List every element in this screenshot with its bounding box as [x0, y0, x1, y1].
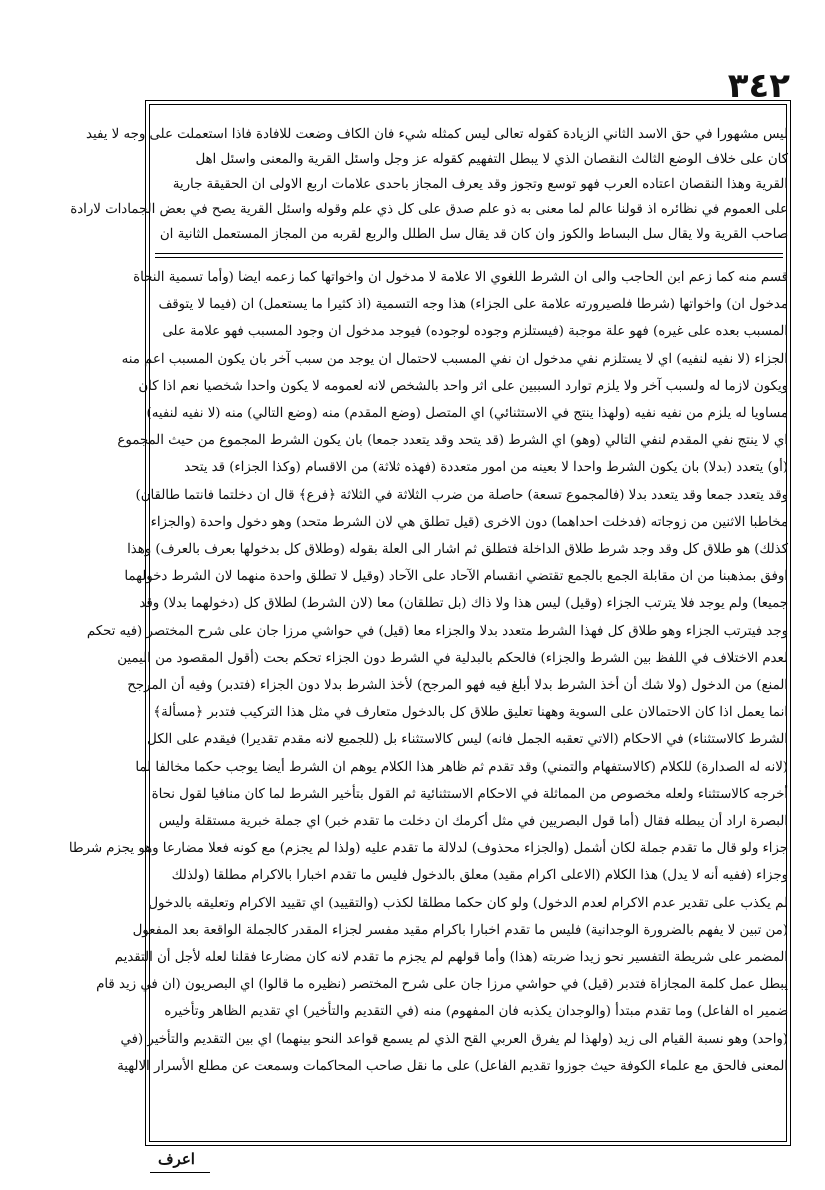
main-text-line: مخاطبا الاثنين من زوجاته (فدخلت احداهما) دون الاخرى (قيل تطلق هي لان الشرط متحد) وهو دخول واحدة (والجزاء — [150, 514, 788, 530]
top-text-line: ليس مشهورا في حق الاسد الثاني الزيادة كقوله تعالى ليس كمثله شيء فان الكاف وضعت للافادة فاذا استعملت على وجه لا يفيد — [86, 127, 788, 142]
top-text-section — [70, 122, 788, 248]
main-text-line: اوفق بمذهبنا من ان مقابلة الجمع بالجمع تقتضي انقسام الآحاد على الآحاد (وقيل لا تطلق واحدة منهما لان الشرط دخولهما — [124, 569, 788, 585]
main-text-line: البصرة اراد أن يبطله فقال (أما قول البصريين في مثل أكرمك ان دخلت ما تقدم خبر) اي جملة خبرية مستقلة وليس — [158, 814, 788, 830]
main-text-line: المعنى فالحق مع علماء الكوفة حيث جوزوا تقديم الفاعل) على ما نقل صاحب المحاكمات وسمعت عن مطلع الأسرار الالهية — [117, 1058, 788, 1074]
top-text-line: كان على خلاف الوضع الثالث النقصان الذي لا يبطل التفهيم كقوله عز وجل واسئل القرية والمعنى واسئل اهل — [195, 152, 788, 167]
main-text-line: يبطل عمل كلمة المجازاة فتدبر (قيل) في حواشي مرزا جان على شرح المختصر (نظيره ما قالوا) اي البصريون (ان في زيد قام — [96, 977, 788, 993]
main-text-line: ويكون لازما له ولسبب آخر ولا يلزم توارد السببين على اثر واحد بالشخص لانه لعمومه لا يكون واحدا شخصيا نعم اذا كان — [138, 378, 788, 394]
main-text-section — [68, 264, 788, 1134]
section-divider — [155, 253, 783, 254]
main-text-line: كذلك) هو طلاق كل وقد وجد شرط طلاق الداخلة فتطلق ثم اشار الى العلة بقوله (وطلاق كل بدخولها بعرف بالعرف) وهذا — [127, 542, 788, 558]
page-number: ٣٤٢ — [727, 66, 790, 106]
main-text-line: المضمر على شريطة التفسير نحو زيدا ضربته (هذا) وأما قولهم لم يجزم ما تقدم لانه كان مضارعا فقلنا لعله لأجل أن التقديم — [114, 950, 788, 966]
main-text-line: جزاء ولو قال ما تقدم جملة لكان أشمل (والجزاء محذوف) لدلالة ما تقدم عليه (ولذا لم يجزم) مع كونه فعلا مضارعا وهو يجزم شرطا — [68, 841, 788, 857]
main-text-line: اي لا ينتج نفي المقدم لنفي التالي (وهو) اي الشرط (قد يتحد وقد يتعدد جمعا) بان يكون الشرط المجموع من حيث المجموع — [117, 433, 788, 449]
main-text-line: (أو) يتعدد (بدلا) بان يكون الشرط واحدا لا بعينه من امور متعددة (فهذه ثلاثة) من الاقسام (وكذا الجزاء) قد يتحد — [184, 460, 788, 476]
main-text-line: أخرجه كالاستثناء ولعله مخصوص من المماثلة في الاحكام الاستثنائية ثم القول بتأخير الشرط لما كان منافيا لقول نحاة — [151, 786, 788, 802]
top-text-line: صاحب القرية ولا يقال سل البساط والكوز وان كان قد يقال سل الطلل والربع لقربه من المجاز المستعمل الثانية ان — [159, 227, 788, 242]
top-text-line: على العموم في نظائره اذ قولنا عالم لما معنى به ذو علم صدق على كل ذي علم وقوله واسئل القرية يصح في بعض الجمادات لارادة — [70, 202, 788, 217]
top-text-line: القرية وهذا النقصان اعتاده العرب فهو توسع وتجوز وقد يعرف المجاز باحدى علامات اربع الاولى ان الحقيقة جارية — [172, 177, 788, 192]
main-text-line: جميعا) ولم يوجد فلا يترتب الجزاء (وقيل) ليس هذا ولا ذاك (بل تطلقان) معا (لان الشرط) لطلاق كل (دخولهما بدلا) وقد — [139, 596, 788, 612]
main-text-line: لم يكذب على تقدير عدم الاكرام لعدم الدخول) ولو كان حكما مطلقا لكذب (والتقييد) اي تقييد الاكرام وتعليقه بالدخول — [148, 895, 788, 911]
main-text-line: وجزاء (ففيه أنه لا يدل) هذا الكلام (الاعلى اكرام مقيد) معلق بالدخول فليس ما تقدم اخبارا بالاكرام مطلقا (ولذلك — [171, 868, 788, 884]
main-text-line: (من تبين لا يفهم بالضرورة الوجدانية) فليس ما تقدم اخبارا باكرام مقيد مفسر لجزاء المقدر كالجملة الواقعة بعد المفعول — [132, 922, 788, 938]
main-text-line: لعدم الاختلاف في اللفظ بين الشرط والجزاء) فالحكم بالبدلية في الشرط دون الجزاء تحكم بحت (أقول المقصود من اليمين — [117, 650, 788, 666]
catchword: اعرف — [158, 1150, 195, 1168]
main-text-line: الشرط كالاستثناء) في الاحكام (الاتي تعقبه الجمل فانه) ليس كالاستثناء بل (للجميع لانه مقدم تقديرا) فيقدم على الكل — [147, 732, 788, 748]
main-text-line: وجد فيترتب الجزاء وهو طلاق كل فهذا الشرط متعدد بدلا والجزاء معا (قيل) في حواشي مرزا جان على شرح المختصر (فيه تحكم — [86, 623, 788, 639]
main-text-line: انما يعمل اذا كان الاحتمالان على السوية وههنا تعليق طلاق كل بالدخول متعارف في مثل هذا التركيب فتدبر ﴿مسألة﴾ — [153, 705, 788, 721]
main-text-line: مدخول ان) واخواتها (شرطا فلصيرورته علامة على الجزاء) هذا وجه التسمية (اذ كثيرا ما يستعمل) ان (فيما لا يتوقف — [158, 297, 788, 313]
catchword-underline — [150, 1172, 210, 1173]
main-text-line: مساويا له يلزم من نفيه نفيه (ولهذا ينتج في الاستثنائي) اي المتصل (وضع المقدم) منه (وضع التالي) منه (لا نفيه لنفيه) — [146, 406, 788, 422]
section-divider — [155, 257, 783, 258]
main-text-line: وقد يتعدد جمعا وقد يتعدد بدلا (فالمجموع تسعة) حاصلة من ضرب الثلاثة في الثلاثة ﴿فرع﴾ قال ان دخلتما فانتما طالقان) — [135, 487, 788, 503]
main-text-line: المسبب بعده على غيره) فهو علة موجبة (فيستلزم وجوده لوجوده) فيوجد مدخول ان وجود المسبب فهو علامة على — [162, 324, 788, 340]
main-text-line: الجزاء (لا نفيه لنفيه) اي لا يستلزم نفي مدخول ان نفي المسبب لاحتمال ان يوجد من سبب آخر بان يكون المسبب اعم منه — [121, 351, 788, 367]
main-text-line: قسم منه كما زعم ابن الحاجب والى ان الشرط اللغوي الا علامة لا مدخول ان واخواتها كما زعمه ايضا (وأما تسمية النحاة — [133, 270, 788, 285]
main-text-line: ضمير اه الفاعل) وما تقدم مبتدأ (والوجدان يكذبه فان المفهوم) منه (في التقديم والتأخير) اي تقديم الظاهر وتأخيره — [164, 1004, 788, 1020]
main-text-line: المنع) من الدخول (ولا شك أن أخذ الشرط بدلا أبلغ فيه فهو المرجح) لأخذ الشرط بدلا دون الجزاء (فتدبر) وفيه أن المرجح — [127, 678, 788, 694]
main-text-line: (لانه له الصدارة) للكلام (كالاستفهام والتمني) وقد تقدم ثم ظاهر هذا الكلام يوهم ان الشرط أيضا يوجب حكما مخالفا لما — [135, 759, 788, 775]
main-text-line: (واحد) وهو نسبة القيام الى زيد (ولهذا لم يفرق العربي القح الذي لم يسمع قواعد النحو بينهما) اي بين التقديم والتأخير (في — [120, 1031, 788, 1047]
